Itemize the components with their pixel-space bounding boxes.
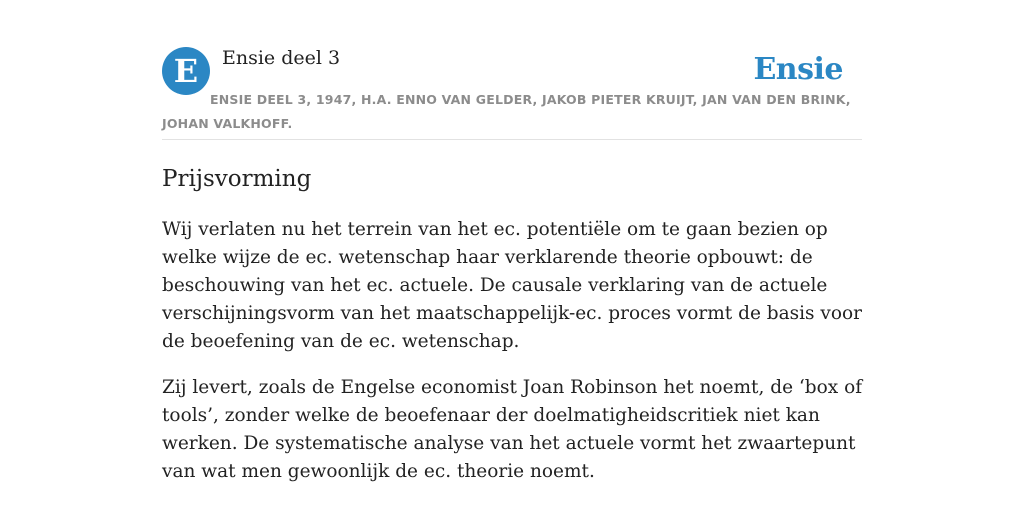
source-subtitle: ENSIE DEEL 3, 1947, H.A. ENNO VAN GELDER, JAKOB PIETER KRUIJT, JAN VAN DEN BRINK, JOHAN VALKHOFF. [162,92,851,131]
ensie-logo-icon[interactable]: E [162,47,210,95]
brand-name[interactable]: Ensie [753,52,843,87]
book-title: Ensie deel 3 [222,47,341,69]
article-title: Prijsvorming [162,166,312,192]
article-paragraph: Wij verlaten nu het terrein van het ec. potentiële om te gaan bezien op welke wijze de ec. wetenschap haar verklarende theorie opbouwt: de beschouwing van het ec. actuele. De causale verklaring van de actuele verschijningsvorm van het maatschappelijk-ec. proces vormt de basis voor de beoefening van de ec. wetenschap. [162,219,863,352]
article-body [162,216,867,504]
header-divider [162,139,862,140]
article-paragraph: Zij levert, zoals de Engelse economist Joan Robinson het noemt, de ‘box of tools’, zonder welke de beoefenaar der doelmatigheidscritiek niet kan werken. De systematische analyse van het actuele vormt het zwaartepunt van wat men gewoonlijk de ec. theorie noemt. [162,377,863,482]
